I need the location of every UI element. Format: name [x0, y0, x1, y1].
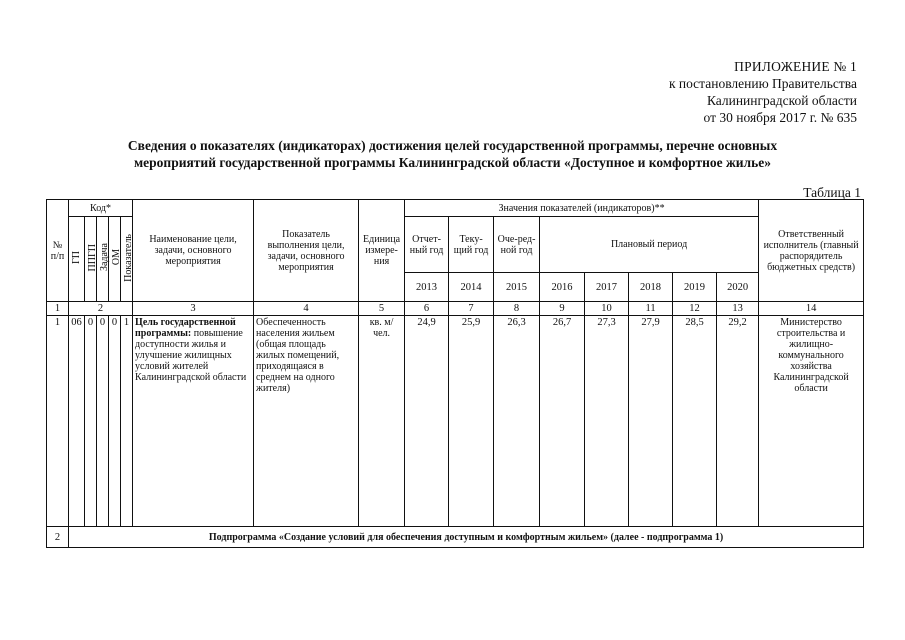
row1-unit: кв. м/ чел. [359, 316, 405, 527]
header-code-gp-label: ГП [71, 250, 82, 264]
header-next-year: Оче-ред-ной год [494, 217, 540, 273]
column-number: 6 [405, 302, 449, 316]
header-code-ppgp-label: ППГП [87, 243, 98, 272]
document-title [0, 137, 905, 171]
column-number: 9 [540, 302, 585, 316]
row1-name-rest: повышение доступности жилья и улучшение жилищных условий жителей Калининградской области [135, 328, 247, 383]
header-code-task-label: Задача [99, 243, 110, 272]
row1-value: 26,7 [540, 316, 585, 527]
column-number: 2 [69, 302, 133, 316]
appendix-line-3: Калининградской области [706, 93, 857, 108]
row1-num: 1 [47, 316, 69, 527]
column-number: 8 [494, 302, 540, 316]
header-name: Наименование цели, задачи, основного мероприятия [133, 200, 254, 302]
row1-value: 28,5 [673, 316, 717, 527]
row1-code-task: 0 [97, 316, 109, 527]
row1-value: 27,3 [585, 316, 629, 527]
table-row-goal [47, 316, 864, 527]
row1-responsible: Министерство строительства и жилищно-коммунального хозяйства Калининградской области [759, 316, 864, 527]
header-responsible: Ответственный исполнитель (главный распорядитель бюджетных средств) [759, 200, 864, 302]
indicators-table [46, 199, 864, 548]
header-code-om-label: ОМ [111, 249, 122, 266]
column-number: 4 [254, 302, 359, 316]
table-label: Таблица 1 [803, 185, 861, 200]
appendix-line-2: к постановлению Правительства [668, 76, 857, 91]
row1-value: 24,9 [405, 316, 449, 527]
header-year: 2020 [717, 273, 759, 302]
row1-name-bold: Цель государственной программы: [135, 317, 236, 339]
table-row-subprogram [47, 527, 864, 548]
column-number: 12 [673, 302, 717, 316]
row1-code-indicator: 1 [121, 316, 133, 527]
header-code-indicator [121, 217, 133, 302]
row1-value: 27,9 [629, 316, 673, 527]
row1-value: 25,9 [449, 316, 494, 527]
header-code-task [97, 217, 109, 302]
header-year: 2013 [405, 273, 449, 302]
row1-value: 26,3 [494, 316, 540, 527]
header-plan-period: Плановый период [540, 217, 759, 273]
header-year: 2016 [540, 273, 585, 302]
header-report-year: Отчет-ный год [405, 217, 449, 273]
header-indicator: Показатель выполнения цели, задачи, основного мероприятия [254, 200, 359, 302]
header-year: 2015 [494, 273, 540, 302]
appendix-block [669, 58, 857, 126]
header-values: Значения показателей (индикаторов)** [405, 200, 759, 217]
row1-value: 29,2 [717, 316, 759, 527]
column-number: 11 [629, 302, 673, 316]
column-number: 14 [759, 302, 864, 316]
header-code-om [109, 217, 121, 302]
appendix-line-4: от 30 ноября 2017 г. № 635 [703, 110, 857, 125]
column-number: 3 [133, 302, 254, 316]
row1-indicator: Обеспеченность населения жильем (общая площадь жилых помещений, приходящаяся в среднем на одного жителя) [254, 316, 359, 527]
header-num: № п/п [47, 200, 69, 302]
header-code-indicator-label: Показатель [123, 233, 134, 282]
appendix-title: ПРИЛОЖЕНИЕ № 1 [734, 59, 857, 74]
column-number: 1 [47, 302, 69, 316]
header-current-year: Теку-щий год [449, 217, 494, 273]
document-title-line-2: мероприятий государственной программы Калининградской области «Доступное и комфортное жилье» [133, 155, 772, 170]
column-number-row [47, 302, 864, 316]
row1-code-ppgp: 0 [85, 316, 97, 527]
column-number: 7 [449, 302, 494, 316]
row1-name [133, 316, 254, 527]
row1-code-om: 0 [109, 316, 121, 527]
header-year: 2019 [673, 273, 717, 302]
row1-code-gp: 06 [69, 316, 85, 527]
column-number: 10 [585, 302, 629, 316]
header-code: Код* [69, 200, 133, 217]
document-title-line-1: Сведения о показателях (индикаторах) достижения целей государственной программы, перечне основных [127, 138, 778, 153]
column-number: 13 [717, 302, 759, 316]
header-year: 2018 [629, 273, 673, 302]
header-year: 2017 [585, 273, 629, 302]
row2-subprogram-title: Подпрограмма «Создание условий для обеспечения доступным и комфортным жильем» (далее - подпрограмма 1) [69, 527, 864, 548]
header-year: 2014 [449, 273, 494, 302]
header-code-ppgp [85, 217, 97, 302]
row2-num: 2 [47, 527, 69, 548]
header-code-gp [69, 217, 85, 302]
header-unit: Единица измере-ния [359, 200, 405, 302]
column-number: 5 [359, 302, 405, 316]
